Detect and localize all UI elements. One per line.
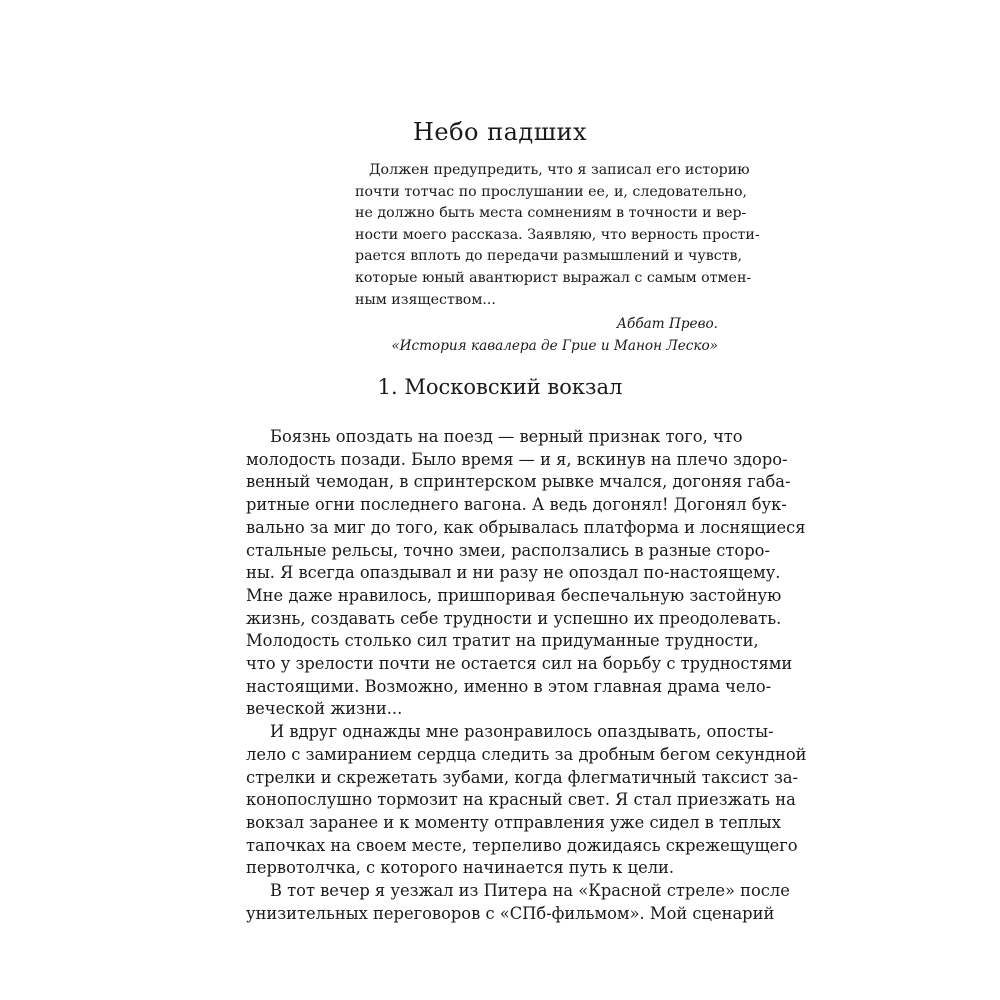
text-line: конопослушно тормозит на красный свет. Я стал приезжать на [246,790,796,810]
text-line: И вдруг однажды мне разонравилось опаздывать, опосты- [270,722,774,742]
text-line: тапочках на своем месте, терпеливо дожидаясь скрежещущего [246,835,798,855]
page-title: Небо падших [412,118,588,146]
epigraph-line: почти тотчас по прослушании ее, и, следовательно, [355,183,747,200]
text-line: Боязнь опоздать на поезд — верный признак того, что [270,427,743,446]
epigraph-line: которые юный авантюрист выражал с самым отмен- [355,269,752,286]
text-line: жизнь, создавать себе трудности и успешно их преодолевать. [246,608,782,628]
epigraph [355,160,760,357]
chapter-heading: 1. Московский вокзал [377,375,623,399]
epigraph-line: не должно быть места сомнениям в точности и вер- [355,205,747,222]
text-line: первотолчка, с которого начинается путь к цели. [246,858,675,878]
text-line: вокзал заранее и к моменту отправления уже сидел в теплых [246,812,781,832]
text-line: настоящими. Возможно, именно в этом главная драма чело- [246,676,772,696]
text-line: молодость позади. Было время — и я, вскинув на плечо здоро- [246,449,788,469]
text-line: веческой жизни... [246,699,403,719]
text-line: унизительных переговоров с «СПб-фильмом». Мой сценарий [246,903,775,923]
text-line: Молодость столько сил тратит на придуманные трудности, [246,631,759,651]
epigraph-line: Должен предупредить, что я записал его историю [369,162,750,178]
epigraph-source: «История кавалера де Грие и Манон Леско» [391,338,718,355]
text-line: вально за миг до того, как обрывалась платформа и лоснящиеся [246,517,806,537]
text-line: венный чемодан, в спринтерском рывке мчался, догоняя габа- [246,472,791,492]
text-line: стальные рельсы, точно змеи, расползались в разные сторо- [246,540,770,560]
epigraph-line: рается вплоть до передачи размышлений и чувств, [355,248,742,265]
text-line: Мне даже нравилось, пришпоривая беспечальную застойную [246,585,782,605]
text-line: что у зрелости почти не остается сил на борьбу с трудностями [246,654,793,674]
text-line: В тот вечер я уезжал из Питера на «Красной стреле» после [270,881,790,901]
text-line: лело с замиранием сердца следить за дробным бегом секундной [246,744,807,764]
text-line: ны. Я всегда опаздывал и ни разу не опоздал по-настоящему. [246,563,781,583]
body-text [246,426,807,925]
epigraph-line: ным изяществом... [355,291,496,308]
epigraph-line: ности моего рассказа. Заявляю, что верность прости- [355,226,760,243]
text-line: стрелки и скрежетать зубами, когда флегматичный таксист за- [246,767,799,787]
epigraph-author: Аббат Прево. [616,316,718,333]
text-line: ритные огни последнего вагона. А ведь догонял! Догонял бук- [246,495,787,515]
